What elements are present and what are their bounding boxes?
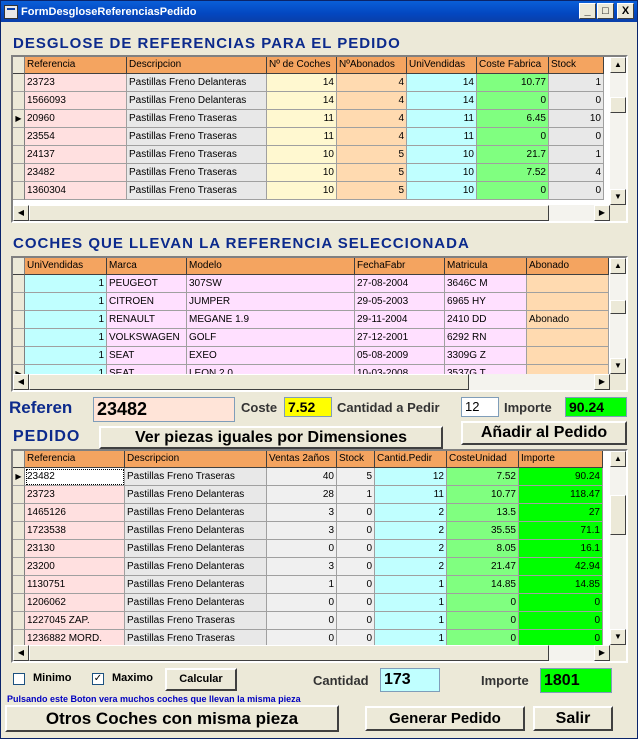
table-cell[interactable]: 1236882 MORD. [25,630,125,648]
table-cell[interactable]: 0 [267,612,337,630]
table-row[interactable] [13,486,603,504]
table-row[interactable] [13,576,603,594]
ver-piezas-button[interactable]: Ver piezas iguales por Dimensiones [99,426,443,449]
table-cell[interactable]: 1 [25,275,107,293]
horizontal-scrollbar[interactable] [13,374,610,390]
row-selector[interactable] [13,576,25,594]
table-row[interactable] [13,92,604,110]
scroll-right-icon[interactable]: ▶ [594,205,610,221]
row-selector[interactable] [13,128,25,146]
table-row[interactable] [13,522,603,540]
table-row[interactable] [13,540,603,558]
table-cell[interactable]: Pastillas Freno Delanteras [125,522,267,540]
table-cell[interactable]: 28 [267,486,337,504]
otros-coches-button[interactable]: Otros Coches con misma pieza [5,705,339,732]
table-cell[interactable]: 1 [337,486,375,504]
scroll-up-icon[interactable]: ▲ [610,57,626,73]
header-corner [13,258,25,275]
table-cell[interactable]: 23482 [25,468,125,486]
table-cell[interactable]: Pastillas Freno Traseras [125,630,267,648]
column-header[interactable]: Descripcion [127,57,267,74]
coches-grid[interactable] [11,256,628,392]
table-cell[interactable]: 3646C M [445,275,527,293]
table-cell[interactable]: 1 [549,74,604,92]
table-cell[interactable]: 1 [549,146,604,164]
table-cell[interactable]: 4 [337,110,407,128]
table-cell[interactable]: Pastillas Freno Traseras [127,128,267,146]
header-corner [13,451,25,468]
coste-label: Coste [241,400,278,415]
title-bar [1,1,637,22]
table-cell[interactable]: 27 [519,504,603,522]
generar-pedido-button[interactable]: Generar Pedido [365,706,525,731]
row-selector[interactable] [13,522,25,540]
table-cell[interactable]: Pastillas Freno Traseras [125,468,267,486]
maximo-label: Maximo [112,672,153,684]
table-cell[interactable]: 6292 RN [445,329,527,347]
table-cell[interactable]: 6.45 [477,110,549,128]
table-cell[interactable]: 11 [375,486,447,504]
table-cell[interactable]: MEGANE 1.9 [187,311,355,329]
vertical-scrollbar[interactable] [610,258,626,374]
maximo-checkbox[interactable]: ✓ [93,673,103,684]
table-cell[interactable]: Pastillas Freno Delanteras [125,594,267,612]
scroll-corner [610,645,626,661]
table-row[interactable] [13,347,609,365]
row-selector[interactable] [13,182,25,200]
table-cell[interactable]: 23482 [25,164,127,182]
table-row[interactable] [13,594,603,612]
table-cell[interactable]: 0 [549,182,604,200]
scroll-thumb[interactable] [610,300,626,314]
row-selector[interactable] [13,486,25,504]
table-cell[interactable]: 5 [337,468,375,486]
table-cell[interactable]: 7.52 [477,164,549,182]
table-cell[interactable]: 5 [337,182,407,200]
table-cell[interactable]: VOLKSWAGEN [107,329,187,347]
scroll-thumb[interactable] [610,495,626,535]
row-selector[interactable] [13,293,25,311]
table-cell[interactable]: 23554 [25,128,127,146]
scroll-right-icon[interactable]: ▶ [594,645,610,661]
table-cell[interactable]: 21.7 [477,146,549,164]
scroll-corner [610,205,626,221]
table-cell[interactable]: 0 [337,522,375,540]
table-cell[interactable]: 1 [25,311,107,329]
row-selector[interactable] [13,594,25,612]
table-cell[interactable]: PEUGEOT [107,275,187,293]
table-row[interactable] [13,504,603,522]
table-cell[interactable]: 0 [549,128,604,146]
table-cell[interactable]: 6965 HY [445,293,527,311]
row-selector[interactable] [13,311,25,329]
pedido-grid[interactable] [11,449,628,663]
table-cell[interactable]: 14 [267,92,337,110]
table-cell[interactable]: 24137 [25,146,127,164]
scroll-left-icon[interactable]: ◀ [13,645,29,661]
salir-button[interactable]: Salir [533,706,613,731]
table-cell[interactable]: 10 [407,146,477,164]
scroll-up-icon[interactable]: ▲ [610,258,626,274]
table-cell[interactable]: 1 [267,576,337,594]
table-cell[interactable]: Pastillas Freno Delanteras [127,92,267,110]
table-cell[interactable]: 1 [375,630,447,648]
calcular-button[interactable]: Calcular [165,668,237,691]
minimo-checkbox[interactable] [13,673,25,685]
table-cell[interactable]: 1130751 [25,576,125,594]
desglose-title: DESGLOSE DE REFERENCIAS PARA EL PEDIDO [13,35,401,52]
column-header[interactable]: Marca [107,258,187,275]
table-cell[interactable]: 5 [337,164,407,182]
column-header[interactable]: Cantid.Pedir [375,451,447,468]
scroll-thumb[interactable] [29,374,469,390]
table-cell[interactable]: 307SW [187,275,355,293]
table-cell[interactable]: CITROEN [107,293,187,311]
table-cell[interactable]: 3309G Z [445,347,527,365]
table-cell[interactable]: 1 [375,576,447,594]
table-cell[interactable]: 4 [337,128,407,146]
table-cell[interactable]: 0 [447,630,519,648]
app-icon [4,5,18,19]
table-row[interactable] [13,110,604,128]
row-selector[interactable] [13,164,25,182]
anadir-pedido-button[interactable]: Añadir al Pedido [461,421,627,445]
table-cell[interactable]: Pastillas Freno Traseras [127,110,267,128]
table-cell[interactable]: 29-05-2003 [355,293,445,311]
table-cell[interactable]: 0 [519,612,603,630]
table-cell[interactable]: Pastillas Freno Traseras [127,182,267,200]
table-cell[interactable] [527,275,609,293]
table-row[interactable] [13,558,603,576]
row-selector[interactable]: ▶ [13,110,25,128]
table-row[interactable] [13,182,604,200]
table-cell[interactable]: 13.5 [447,504,519,522]
vertical-scrollbar[interactable] [610,57,626,205]
column-header[interactable]: Modelo [187,258,355,275]
table-cell[interactable]: 1360304 [25,182,127,200]
scroll-corner [610,374,626,390]
table-cell[interactable]: Pastillas Freno Traseras [127,146,267,164]
column-header[interactable]: UniVendidas [407,57,477,74]
column-header[interactable]: FechaFabr [355,258,445,275]
table-cell[interactable]: 3 [267,504,337,522]
table-cell[interactable]: 3 [267,522,337,540]
pedido-title: PEDIDO [13,428,81,445]
maximize-button[interactable]: □ [597,3,614,19]
table-cell[interactable] [527,293,609,311]
table-cell[interactable]: 0 [267,630,337,648]
column-header[interactable]: Importe [519,451,603,468]
table-cell[interactable]: 4 [337,92,407,110]
header-corner [13,57,25,74]
table-cell[interactable]: Pastillas Freno Traseras [127,164,267,182]
table-row[interactable] [13,329,609,347]
table-row[interactable] [13,468,603,486]
table-cell[interactable]: 8.05 [447,540,519,558]
table-cell[interactable]: Pastillas Freno Delanteras [125,558,267,576]
column-header[interactable]: Stock [549,57,604,74]
table-cell[interactable]: 1 [375,594,447,612]
table-row[interactable] [13,74,604,92]
importe-total-field[interactable]: 1801 [540,668,612,693]
importe-field[interactable]: 90.24 [565,397,627,417]
coches-title: COCHES QUE LLEVAN LA REFERENCIA SELECCIONADA [13,235,470,252]
table-cell[interactable]: 10 [549,110,604,128]
column-header[interactable]: NºAbonados [337,57,407,74]
table-cell[interactable]: 2 [375,540,447,558]
table-cell[interactable]: 0 [549,92,604,110]
column-header[interactable]: Referencia [25,451,125,468]
table-cell[interactable]: GOLF [187,329,355,347]
table-cell[interactable]: 14 [267,74,337,92]
table-cell[interactable]: 5 [337,146,407,164]
table-cell[interactable]: 14.85 [519,576,603,594]
table-cell[interactable]: 05-08-2009 [355,347,445,365]
scroll-thumb[interactable] [29,205,549,221]
row-selector[interactable]: ▶ [13,468,25,486]
table-row[interactable] [13,146,604,164]
table-cell[interactable]: 14.85 [447,576,519,594]
table-cell[interactable]: 10 [267,182,337,200]
table-cell[interactable]: 0 [337,576,375,594]
importe-total-label: Importe [481,673,529,688]
referencia-field[interactable]: 23482 [93,397,235,422]
table-cell[interactable]: 1566093 [25,92,127,110]
table-cell[interactable]: 1227045 ZAP. [25,612,125,630]
table-cell[interactable]: 1206062 [25,594,125,612]
referencia-label: Referen [9,398,73,417]
hint-text: Pulsando este Boton vera muchos coches que llevan la misma pieza [7,694,301,704]
table-cell[interactable]: 0 [477,182,549,200]
table-cell[interactable]: 0 [267,594,337,612]
table-cell[interactable]: 12 [375,468,447,486]
table-cell[interactable]: 0 [337,612,375,630]
vertical-scrollbar[interactable] [610,451,626,645]
row-selector[interactable] [13,540,25,558]
table-cell[interactable]: 4 [337,74,407,92]
table-cell[interactable]: 23723 [25,486,125,504]
cantidad-pedir-input[interactable]: 12 [461,397,499,417]
table-cell[interactable]: SEAT [107,347,187,365]
scroll-up-icon[interactable]: ▲ [610,451,626,467]
horizontal-scrollbar[interactable] [13,645,610,661]
column-header[interactable]: Abonado [527,258,609,275]
table-cell[interactable]: 14 [407,74,477,92]
table-cell[interactable]: 0 [519,594,603,612]
grid-header [13,451,603,468]
table-cell[interactable]: 23723 [25,74,127,92]
table-cell[interactable]: JUMPER [187,293,355,311]
coste-field[interactable]: 7.52 [284,397,332,417]
table-cell[interactable]: EXEO [187,347,355,365]
table-cell[interactable]: 27-12-2001 [355,329,445,347]
table-cell[interactable]: 0 [337,594,375,612]
row-selector[interactable] [13,74,25,92]
table-cell[interactable]: 11 [407,128,477,146]
cantidad-pedir-label: Cantidad a Pedir [337,400,440,415]
table-cell[interactable]: Pastillas Freno Traseras [125,612,267,630]
row-selector[interactable] [13,92,25,110]
table-cell[interactable]: 40 [267,468,337,486]
scroll-down-icon[interactable]: ▼ [610,629,626,645]
table-cell[interactable]: 0 [337,630,375,648]
table-cell[interactable]: 10 [407,182,477,200]
table-cell[interactable] [527,347,609,365]
table-cell[interactable]: 4 [549,164,604,182]
scroll-thumb[interactable] [610,97,626,113]
table-cell[interactable]: 2 [375,522,447,540]
row-selector[interactable] [13,347,25,365]
table-cell[interactable]: 118.47 [519,486,603,504]
scroll-left-icon[interactable]: ◀ [13,374,29,390]
column-header[interactable]: UniVendidas [25,258,107,275]
table-cell[interactable]: 0 [519,630,603,648]
table-cell[interactable]: 23130 [25,540,125,558]
row-selector[interactable] [13,146,25,164]
row-selector[interactable] [13,275,25,293]
close-button[interactable]: X [617,3,634,19]
table-cell[interactable]: 11 [267,128,337,146]
table-cell[interactable]: 1 [25,329,107,347]
table-cell[interactable]: 0 [337,558,375,576]
row-selector[interactable] [13,504,25,522]
minimize-button[interactable]: _ [579,3,596,19]
table-cell[interactable]: 2 [375,558,447,576]
row-selector[interactable] [13,329,25,347]
table-cell[interactable]: 27-08-2004 [355,275,445,293]
table-cell[interactable]: 0 [447,594,519,612]
table-cell[interactable]: 3 [267,558,337,576]
table-cell[interactable]: 1 [25,347,107,365]
table-row[interactable] [13,612,603,630]
table-cell[interactable]: 23200 [25,558,125,576]
table-cell[interactable]: Pastillas Freno Delanteras [125,504,267,522]
table-cell[interactable]: 35.55 [447,522,519,540]
table-cell[interactable]: 42.94 [519,558,603,576]
table-row[interactable] [13,164,604,182]
table-cell[interactable]: Pastillas Freno Delanteras [125,576,267,594]
scroll-right-icon[interactable]: ▶ [594,374,610,390]
table-cell[interactable]: 0 [267,540,337,558]
table-cell[interactable]: 1 [25,293,107,311]
horizontal-scrollbar[interactable] [13,205,610,221]
table-cell[interactable]: 0 [337,540,375,558]
table-cell[interactable]: 11 [267,110,337,128]
table-cell[interactable]: 1 [375,612,447,630]
table-cell[interactable]: 16.1 [519,540,603,558]
column-header[interactable]: Descripcion [125,451,267,468]
table-cell[interactable]: 2 [375,504,447,522]
cantidad-total-label: Cantidad [313,673,369,688]
scroll-left-icon[interactable]: ◀ [13,205,29,221]
row-selector[interactable] [13,558,25,576]
scroll-down-icon[interactable]: ▼ [610,358,626,374]
row-selector[interactable] [13,612,25,630]
table-row[interactable] [13,311,609,329]
scroll-thumb[interactable] [29,645,549,661]
importe-label: Importe [504,400,552,415]
table-cell[interactable]: 0 [477,128,549,146]
cantidad-total-field[interactable]: 173 [380,668,440,692]
column-header[interactable]: Ventas 2años [267,451,337,468]
grid-header [13,258,609,275]
table-cell[interactable]: 0 [337,504,375,522]
column-header[interactable]: Nº de Coches [267,57,337,74]
table-cell[interactable]: 0 [477,92,549,110]
table-cell[interactable]: Pastillas Freno Delanteras [125,486,267,504]
column-header[interactable]: Referencia [25,57,127,74]
table-cell[interactable]: 1723538 [25,522,125,540]
table-cell[interactable]: 90.24 [519,468,603,486]
table-cell[interactable]: 2410 DD [445,311,527,329]
scroll-down-icon[interactable]: ▼ [610,189,626,205]
table-cell[interactable]: Abonado [527,311,609,329]
table-row[interactable] [13,275,609,293]
table-cell[interactable] [527,329,609,347]
table-cell[interactable]: 21.47 [447,558,519,576]
table-cell[interactable]: 71.1 [519,522,603,540]
table-row[interactable] [13,293,609,311]
table-cell[interactable]: RENAULT [107,311,187,329]
table-cell[interactable]: 20960 [25,110,127,128]
table-cell[interactable]: 14 [407,92,477,110]
table-cell[interactable]: 10 [267,146,337,164]
table-cell[interactable]: 10.77 [447,486,519,504]
table-cell[interactable]: 11 [407,110,477,128]
table-cell[interactable]: 0 [447,612,519,630]
column-header[interactable]: Stock [337,451,375,468]
referencias-grid[interactable] [11,55,628,223]
table-cell[interactable]: 29-11-2004 [355,311,445,329]
table-row[interactable] [13,128,604,146]
window-title: FormDesgloseReferenciasPedido [21,5,197,18]
grid-header [13,57,604,74]
table-cell[interactable]: 10 [407,164,477,182]
table-cell[interactable]: 1465126 [25,504,125,522]
minimo-label: Minimo [33,672,72,684]
column-header[interactable]: Matricula [445,258,527,275]
table-cell[interactable]: Pastillas Freno Delanteras [125,540,267,558]
table-cell[interactable]: 7.52 [447,468,519,486]
table-cell[interactable]: 10 [267,164,337,182]
column-header[interactable]: Coste Fabrica [477,57,549,74]
column-header[interactable]: CosteUnidad [447,451,519,468]
table-cell[interactable]: Pastillas Freno Delanteras [127,74,267,92]
table-cell[interactable]: 10.77 [477,74,549,92]
